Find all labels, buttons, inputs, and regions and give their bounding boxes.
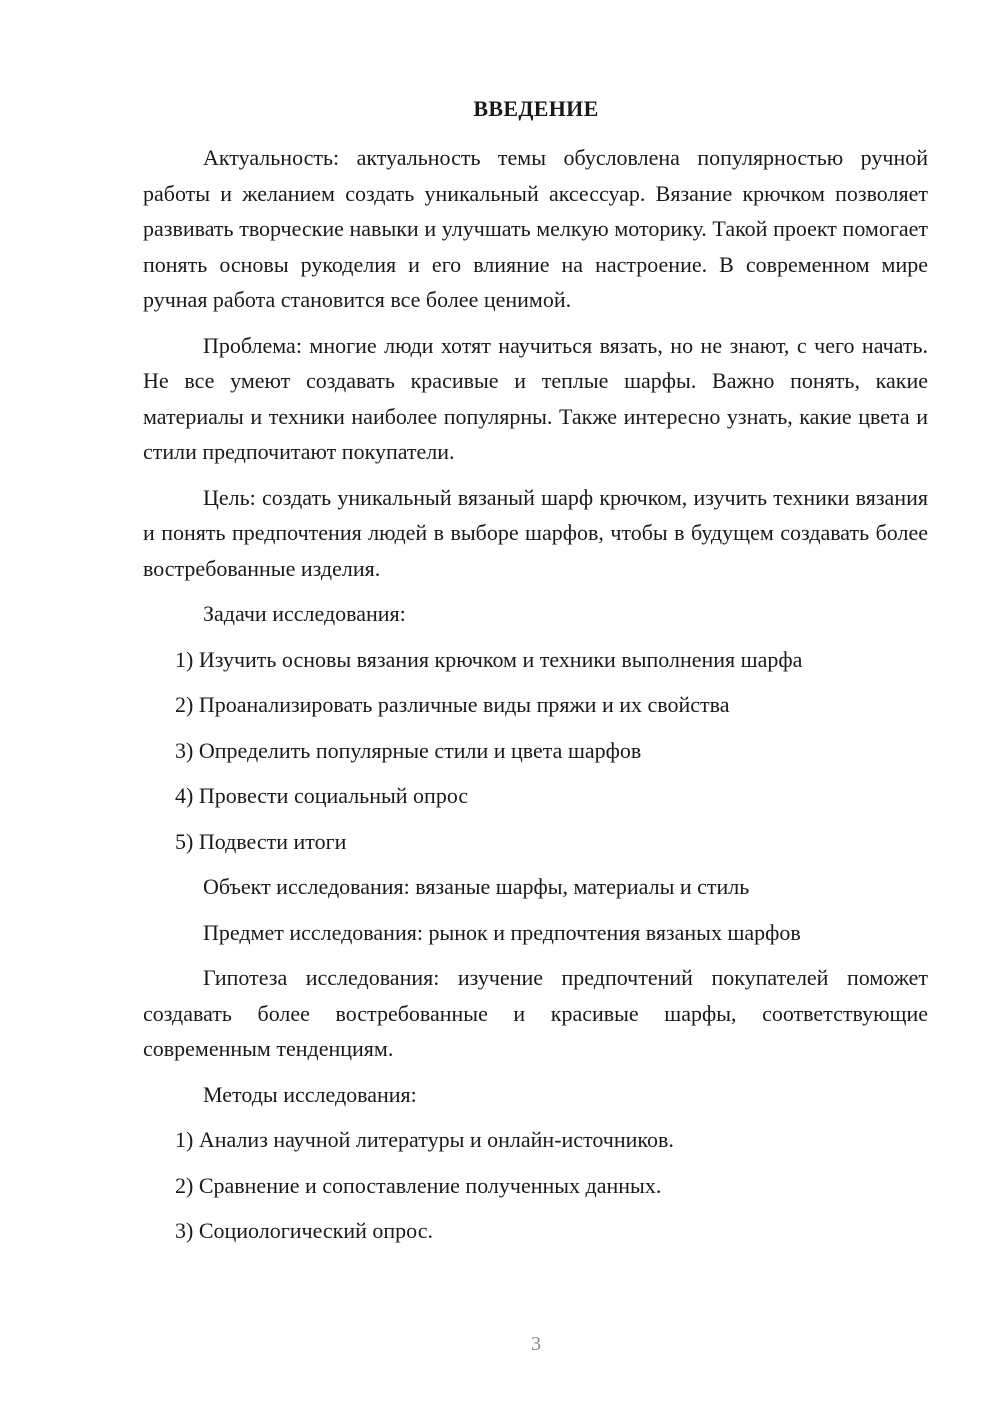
tasks-title: Задачи исследования: bbox=[203, 601, 406, 626]
goal-paragraph: Цель: создать уникальный вязаный шарф крючком, изучить техники вязания и понять предпочтения людей в выборе шарфов, чтобы в будущем создавать более востребованные изделия. bbox=[143, 484, 928, 581]
task-item: 1) Изучить основы вязания крючком и техники выполнения шарфа bbox=[175, 646, 803, 672]
page-number: 3 bbox=[531, 1333, 541, 1355]
task-item: 3) Определить популярные стили и цвета шарфов bbox=[175, 737, 642, 763]
document-body bbox=[143, 140, 928, 1259]
method-item: 3) Социологический опрос. bbox=[175, 1218, 433, 1243]
methods-title: Методы исследования: bbox=[203, 1081, 417, 1107]
relevance-paragraph: Актуальность: актуальность темы обусловлена популярностью ручной работы и желанием создать уникальный аксессуар. Вязание крючком позволяет развивать творческие навыки и улучшать мелкую моторику. Такой проект помогает понять основы рукоделия и его влияние на настроение. В современном мире ручная работа становится все более ценимой. bbox=[143, 145, 928, 312]
problem-paragraph: Проблема: многие люди хотят научиться вязать, но не знают, с чего начать. Не все умеют создавать красивые и теплые шарфы. Важно понять, какие материалы и техники наиболее популярны. Также интересно узнать, какие цвета и стили предпочитают покупатели. bbox=[143, 332, 928, 464]
hypothesis-paragraph: Гипотеза исследования: изучение предпочтений покупателей поможет создавать более востребованные и красивые шарфы, соответствующие современным тенденциям. bbox=[143, 965, 928, 1061]
method-item: 1) Анализ научной литературы и онлайн-источников. bbox=[175, 1127, 674, 1152]
task-item: 4) Провести социальный опрос bbox=[175, 783, 469, 808]
page-heading: ВВЕДЕНИЕ bbox=[473, 96, 599, 121]
task-item: 5) Подвести итоги bbox=[175, 828, 347, 854]
method-item: 2) Сравнение и сопоставление полученных данных. bbox=[175, 1172, 662, 1198]
research-subject: Предмет исследования: рынок и предпочтения вязаных шарфов bbox=[203, 919, 801, 945]
task-item: 2) Проанализировать различные виды пряжи и их свойства bbox=[175, 692, 730, 717]
research-object: Объект исследования: вязаные шарфы, материалы и стиль bbox=[203, 874, 750, 899]
